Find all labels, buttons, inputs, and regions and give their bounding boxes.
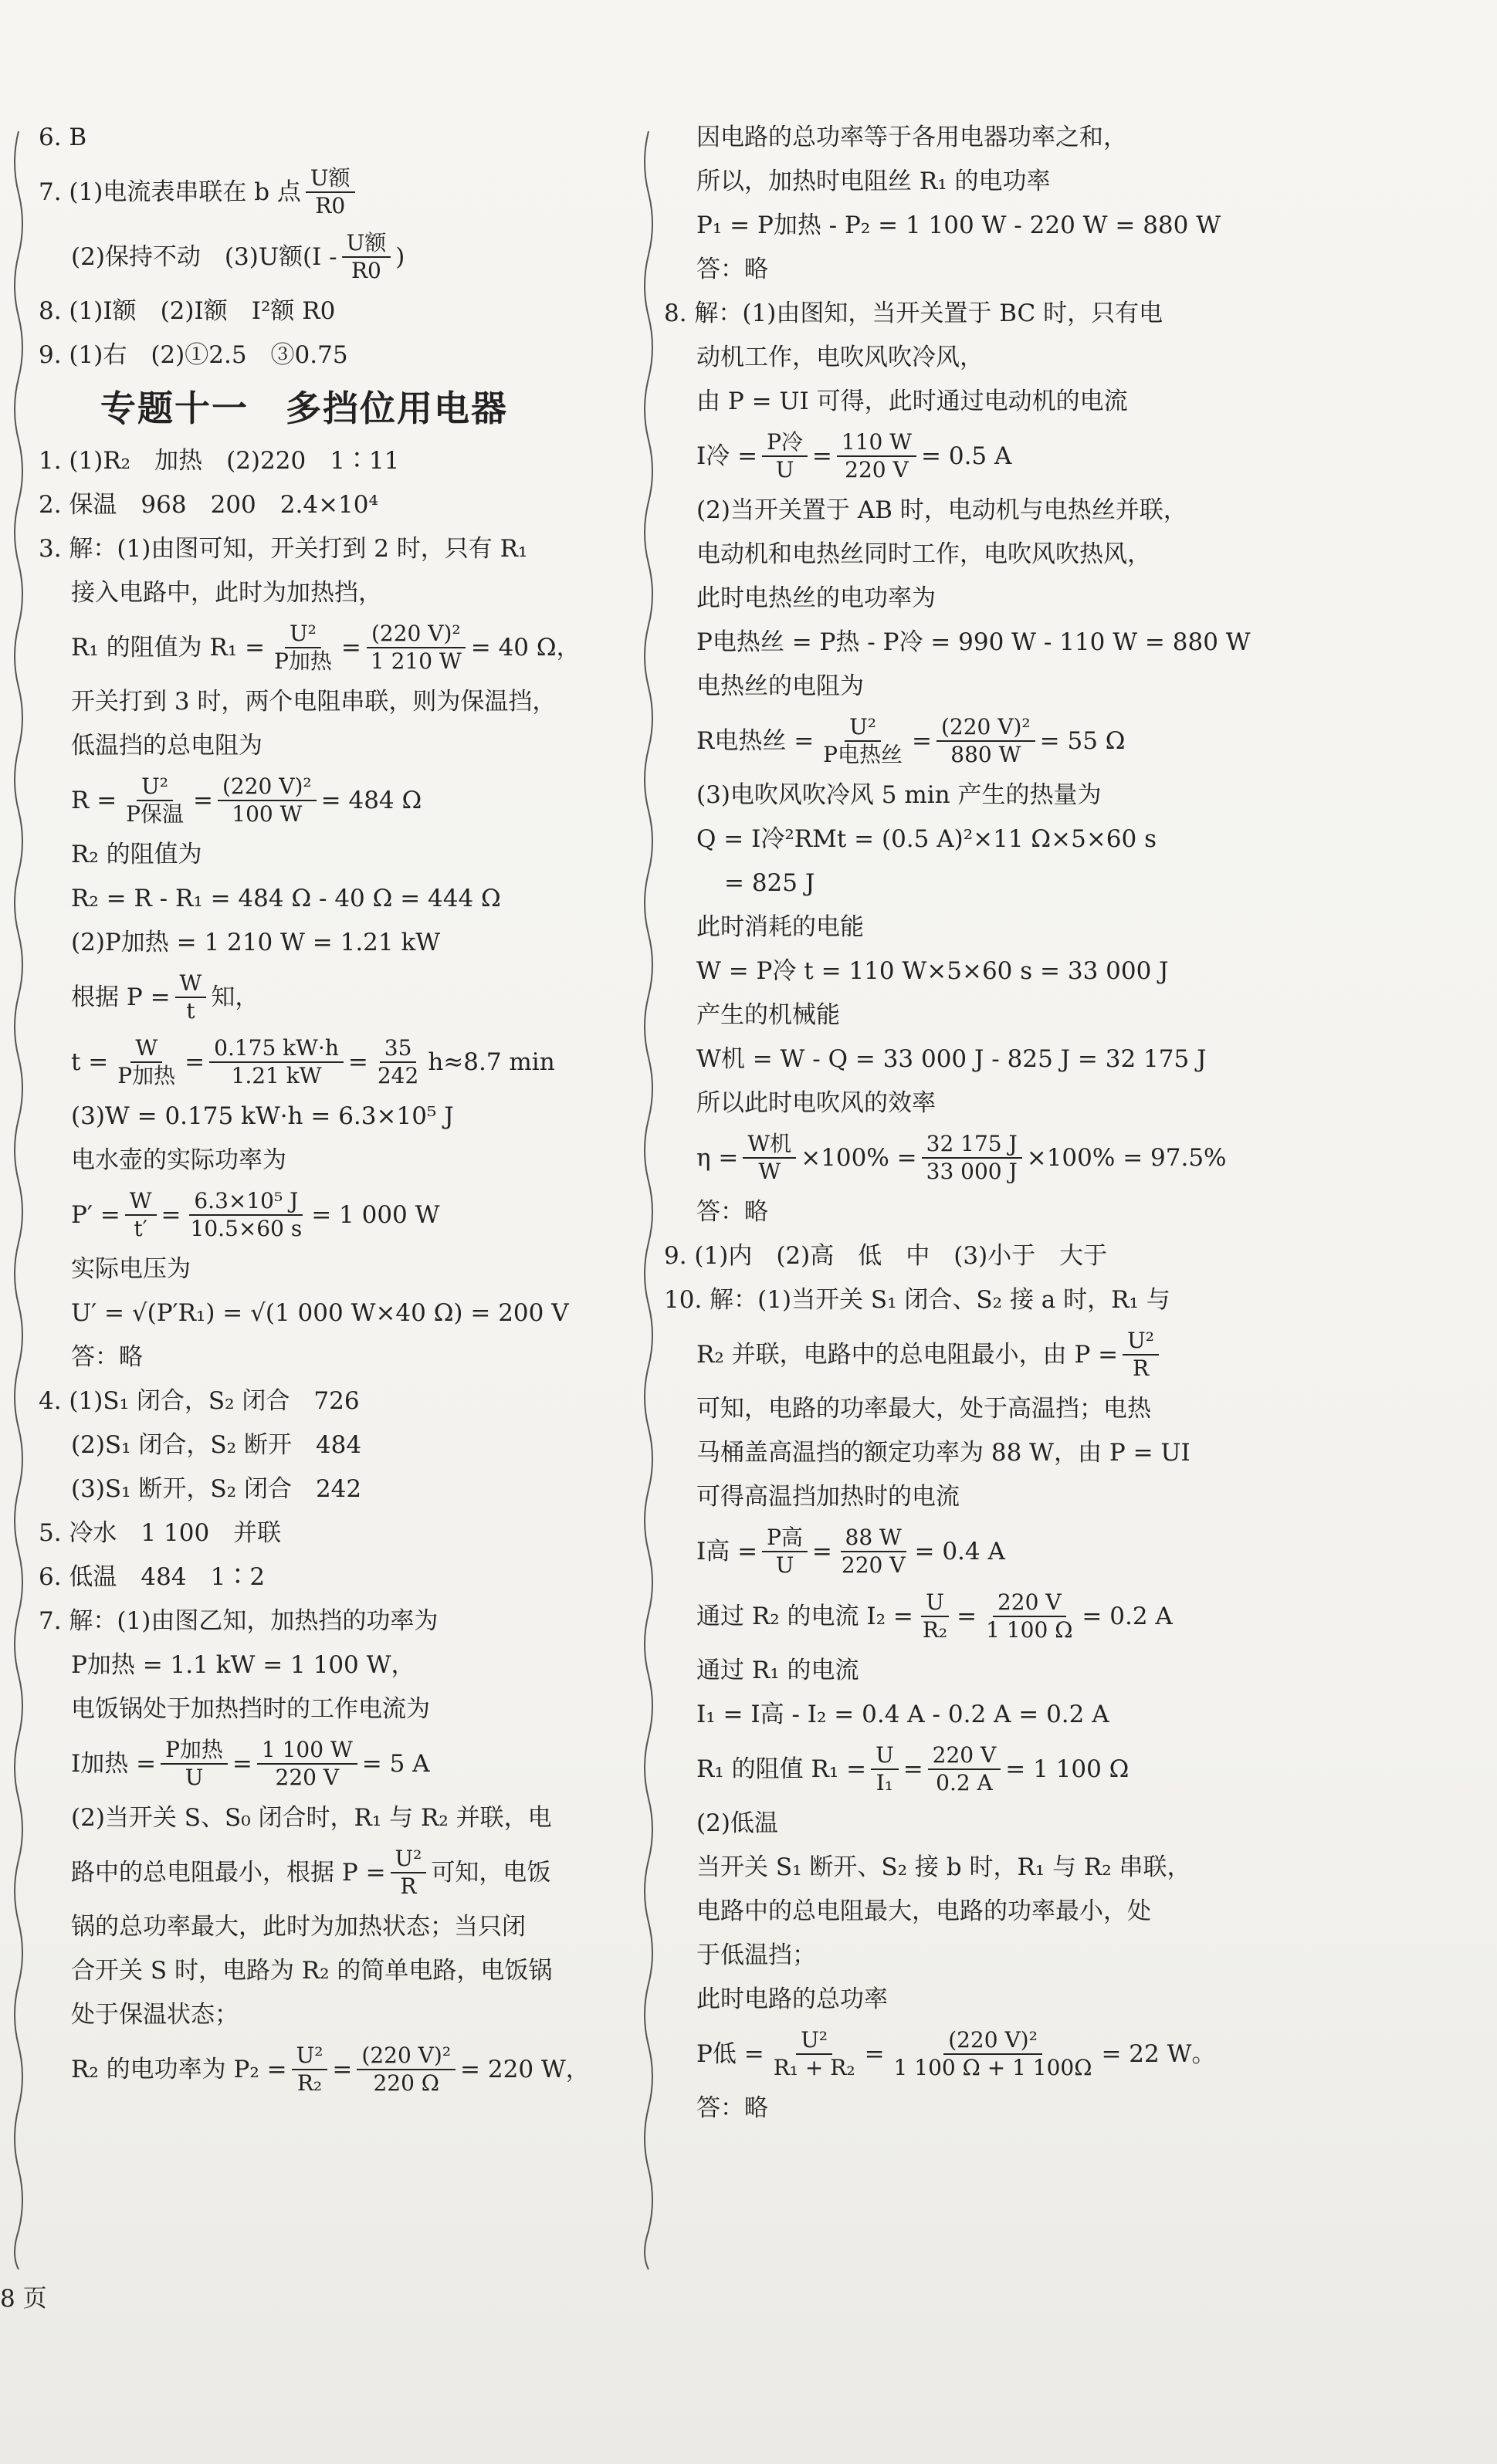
answer-line: 电动机和电热丝同时工作，电吹风吹热风， (696, 540, 1151, 568)
fraction: $\frac{\text{U²}}{R}$ (391, 1846, 427, 1900)
left-wavy-border (11, 131, 26, 2269)
answer-line: 可知，电路的功率最大，处于高温挡；电热 (696, 1395, 1151, 1423)
answer-line: 锅的总功率最大，此时为加热状态；当只闭 (71, 1913, 526, 1941)
fraction: $\frac{35}{242}$ (377, 1035, 419, 1088)
answer-line: 4. (1)S₁ 闭合，S₂ 闭合 726 (39, 1387, 360, 1415)
answer-line: 答：略 (696, 2094, 768, 2122)
fraction: $\frac{\text{W机}}{W}$ (743, 1131, 796, 1185)
answer-line: (3)电吹风吹冷风 5 min 产生的热量为 (696, 781, 1102, 809)
answer-line: 于低温挡； (696, 1941, 816, 1969)
answer-line: 接入电路中，此时为加热挡， (71, 579, 382, 607)
fraction: $\frac{W}{t}$ (175, 970, 207, 1024)
answer-line: 2. 保温 968 200 2.4×10⁴ (39, 491, 378, 519)
answer-line: 5. 冷水 1 100 并联 (39, 1519, 282, 1547)
answer-line: (2)S₁ 闭合，S₂ 断开 484 (71, 1431, 362, 1459)
fraction: $\frac{U}{\text{R₂}}$ (922, 1589, 948, 1643)
fraction: $\frac{\text{P冷}}{U}$ (762, 429, 808, 483)
equation-line: I加热 = $\frac{\text{P加热}}{U}$ = $\frac{1 100 W}{220 V}$ = 5 A (71, 1737, 430, 1790)
answer-line: 开关打到 3 时，两个电阻串联，则为保温挡， (71, 688, 557, 716)
answer-line: 1. (1)R₂ 加热 (2)220 1∶11 (39, 447, 400, 475)
answer-line: 所以此时电吹风的效率 (696, 1089, 936, 1117)
fraction: $\frac{220 V}{1 100 \Omega}$ (986, 1589, 1073, 1643)
equation-line: η = $\frac{\text{W机}}{W}$ ×100% = $\frac{32 175 J}{33 000 J}$ ×100% = 97.5% (696, 1131, 1227, 1184)
equation-line: P低 = $\frac{\text{U²}}{\text{R₁ + R₂}}$ = $\frac{\text{(220 V)²}}{1 100 \Omega + 1 100\Omega}$ = 22 W。 (696, 2027, 1216, 2080)
answer-line: Q = I冷²RMt = (0.5 A)²×11 Ω×5×60 s (696, 825, 1157, 853)
fraction: $\frac{32 175 J}{33 000 J}$ (922, 1131, 1022, 1185)
fraction: $\frac{88 W}{220 V}$ (841, 1525, 906, 1578)
fraction: $\frac{\text{U²}}{\text{R₂}}$ (292, 2043, 328, 2097)
fraction: $\frac{W}{\text{P加热}}$ (117, 1035, 176, 1088)
answer-line: 动机工作，电吹风吹冷风， (696, 344, 984, 371)
fraction: $\frac{\text{U²}}{\text{P保温}}$ (126, 773, 185, 827)
fraction: $\frac{220 V}{0.2 A}$ (928, 1742, 1001, 1796)
equation-line: P′ = $\frac{W}{t'}$ = $\frac{\text{6.3×10⁵ J}}{10.5\times 60 s}$ = 1 000 W (71, 1188, 440, 1241)
fraction: $\frac{\text{(220 V)²}}{880 W}$ (936, 714, 1035, 768)
equation-line: R = $\frac{\text{U²}}{\text{P保温}}$ = $\frac{\text{(220 V)²}}{100 W}$ = 484 Ω (71, 773, 422, 827)
answer-line: 此时消耗的电能 (696, 913, 864, 941)
answer-line: = 825 J (724, 869, 815, 897)
answer-line: W机 = W - Q = 33 000 J - 825 J = 32 175 J (696, 1045, 1207, 1073)
fraction: $\frac{\text{6.3×10⁵ J}}{10.5\times 60 s}$ (190, 1188, 303, 1241)
fraction: $\frac{110 W}{220 V}$ (837, 429, 916, 483)
answer-line: P电热丝 = P热 - P冷 = 990 W - 110 W = 880 W (696, 628, 1251, 656)
fraction: $\frac{\text{U额}}{R0}$ (342, 230, 391, 284)
answer-line: 电路中的总电阻最大，电路的功率最小，处 (696, 1897, 1151, 1925)
answer-line: 9. (1)内 (2)高 低 中 (3)小于 大于 (664, 1242, 1108, 1270)
answer-line: 答：略 (696, 256, 768, 283)
fraction: $\frac{\text{U²}}{\text{P电热丝}}$ (823, 714, 903, 767)
answer-line: 电饭锅处于加热挡时的工作电流为 (71, 1695, 430, 1723)
answer-line: R₂ 的阻值为 (71, 841, 202, 868)
fraction: $\frac{\text{U额}}{R0}$ (306, 165, 355, 219)
answer-line: 处于保温状态； (71, 2001, 239, 2029)
answer-line: 马桶盖高温挡的额定功率为 88 W，由 P = UI (696, 1439, 1190, 1467)
answer-line: 可得高温挡加热时的电流 (696, 1483, 960, 1511)
equation-line: R₁ 的阻值 R₁ = $\frac{U}{\text{I₁}}$ = $\frac{220 V}{0.2 A}$ = 1 100 Ω (696, 1742, 1130, 1796)
answer-line: 7. (1)电流表串联在 b 点 $\frac{\text{U额}}{R0}$ (39, 160, 633, 225)
equation-line: t = $\frac{W}{\text{P加热}}$ = $\frac{0.175 kW\cdot h}{1.21 kW}$ = $\frac{35}{242}$ h≈8.7 min (71, 1035, 555, 1088)
answer-line: 低温挡的总电阻为 (71, 732, 262, 760)
answer-line: I₁ = I高 - I₂ = 0.4 A - 0.2 A = 0.2 A (696, 1701, 1109, 1728)
answer-line: 此时电热丝的电功率为 (696, 584, 936, 612)
fraction: $\frac{\text{(220 V)²}}{220 \Omega}$ (357, 2043, 456, 2097)
fraction: $\frac{\text{P加热}}{U}$ (161, 1737, 228, 1791)
fraction: $\frac{\text{(220 V)²}}{100 W}$ (218, 773, 317, 828)
answer-line: 此时电路的总功率 (696, 1985, 888, 2013)
fraction: $\frac{0.175 kW\cdot h}{1.21 kW}$ (209, 1035, 344, 1089)
fraction: $\frac{\text{P高}}{U}$ (762, 1525, 808, 1579)
equation-line: I冷 = $\frac{\text{P冷}}{U}$ = $\frac{110 W}{220 V}$ = 0.5 A (696, 429, 1012, 482)
answer-line: 通过 R₁ 的电流 (696, 1657, 859, 1684)
answer-line: (2)当开关置于 AB 时，电动机与电热丝并联， (696, 496, 1187, 524)
answer-line: 9. (1)右 (2)①2.5 ③0.75 (39, 341, 348, 369)
answer-line: 答：略 (71, 1343, 143, 1371)
equation-line: R₂ 并联，电路中的总电阻最小，由 P = $\frac{\text{U²}}{R}$ (664, 1322, 1251, 1387)
answer-line: 由 P = UI 可得，此时通过电动机的电流 (696, 388, 1128, 415)
equation-line: I高 = $\frac{\text{P高}}{U}$ = $\frac{88 W}{220 V}$ = 0.4 A (696, 1525, 1005, 1578)
answer-line: P₁ = P加热 - P₂ = 1 100 W - 220 W = 880 W (696, 212, 1221, 239)
page-number: 8 页 (0, 2285, 47, 2313)
answer-line: 因电路的总功率等于各用电器功率之和， (696, 124, 1127, 151)
answer-line: (2)保持不动 (3)U额(I - $\frac{\text{U额}}{R0}$ ) (71, 230, 405, 283)
fraction: $\frac{U}{\text{I₁}}$ (871, 1742, 899, 1796)
fraction: $\frac{\text{U²}}{\text{R₁ + R₂}}$ (773, 2027, 855, 2080)
answer-line: 电热丝的电阻为 (696, 672, 864, 700)
left-column (39, 116, 633, 2102)
answer-line: P加热 = 1.1 kW = 1 100 W， (71, 1651, 415, 1679)
answer-line: 产生的机械能 (696, 1001, 840, 1029)
answer-line: 7. 解：(1)由图乙知，加热挡的功率为 (39, 1607, 439, 1635)
equation-line: 路中的总电阻最小，根据 P = $\frac{\text{U²}}{R}$ 可知，电饭 (71, 1846, 551, 1899)
answer-line: 3. 解：(1)由图可知，开关打到 2 时，只有 R₁ (39, 535, 528, 563)
fraction: $\frac{\text{U²}}{R}$ (1123, 1328, 1159, 1382)
answer-line: 答：略 (696, 1198, 768, 1226)
answer-line: 实际电压为 (71, 1255, 191, 1283)
answer-line: 所以，加热时电阻丝 R₁ 的电功率 (696, 168, 1051, 195)
answer-line: R₂ = R - R₁ = 484 Ω - 40 Ω = 444 Ω (71, 885, 501, 912)
answer-line: (2)当开关 S、S₀ 闭合时，R₁ 与 R₂ 并联，电 (71, 1804, 552, 1832)
column-wavy-divider (641, 131, 656, 2269)
fraction: $\frac{\text{(220 V)²}}{1 210 W}$ (366, 621, 466, 675)
section-title: 专题十一 多挡位用电器 (100, 388, 508, 429)
answer-line: (3)W = 0.175 kW·h = 6.3×10⁵ J (71, 1102, 454, 1130)
answer-line: (2)P加热 = 1 210 W = 1.21 kW (71, 929, 441, 956)
fraction: $\frac{\text{U²}}{\text{P加热}}$ (274, 621, 332, 674)
answer-line: (3)S₁ 断开，S₂ 闭合 242 (71, 1475, 362, 1503)
answer-line: 6. 低温 484 1∶2 (39, 1563, 266, 1591)
answer-line: 电水壶的实际功率为 (71, 1146, 286, 1174)
equation-line: R₂ 的电功率为 P₂ = $\frac{\text{U²}}{\text{R₂}}$ = $\frac{\text{(220 V)²}}{220 \Omega}$ = 220 W， (71, 2043, 590, 2096)
answer-line: U′ = √(P′R₁) = √(1 000 W×40 Ω) = 200 V (71, 1299, 569, 1327)
answer-line: (2)低温 (696, 1809, 778, 1837)
fraction: $\frac{W}{t'}$ (125, 1188, 157, 1242)
equation-line: 根据 P = $\frac{W}{t}$ 知， (71, 970, 259, 1024)
answer-line: 合开关 S 时，电路为 R₂ 的简单电路，电饭锅 (71, 1957, 553, 1985)
right-column (664, 116, 1251, 2131)
answer-line: 当开关 S₁ 断开、S₂ 接 b 时，R₁ 与 R₂ 串联， (696, 1853, 1191, 1881)
equation-line: R₁ 的阻值为 R₁ = $\frac{\text{U²}}{\text{P加热}}$ = $\frac{\text{(220 V)²}}{1 210 W}$ = 40 Ω， (71, 621, 581, 674)
answer-line: 8. (1)I额 (2)I额 I²额 R0 (39, 297, 336, 325)
fraction: $\frac{1 100 W}{220 V}$ (257, 1737, 357, 1791)
answer-line: W = P冷 t = 110 W×5×60 s = 33 000 J (696, 957, 1169, 985)
equation-line: R电热丝 = $\frac{\text{U²}}{\text{P电热丝}}$ = $\frac{\text{(220 V)²}}{880 W}$ = 55 Ω (696, 714, 1126, 767)
equation-line: 通过 R₂ 的电流 I₂ = $\frac{U}{\text{R₂}}$ = $\frac{220 V}{1 100 \Omega}$ = 0.2 A (696, 1589, 1173, 1643)
answer-line: 8. 解：(1)由图知，当开关置于 BC 时，只有电 (664, 300, 1163, 327)
answer-line: 6. B (39, 124, 87, 151)
fraction: $\frac{\text{(220 V)²}}{1 100 \Omega + 1 100\Omega}$ (893, 2027, 1092, 2080)
answer-line: 10. 解：(1)当开关 S₁ 闭合、S₂ 接 a 时，R₁ 与 (664, 1286, 1170, 1314)
